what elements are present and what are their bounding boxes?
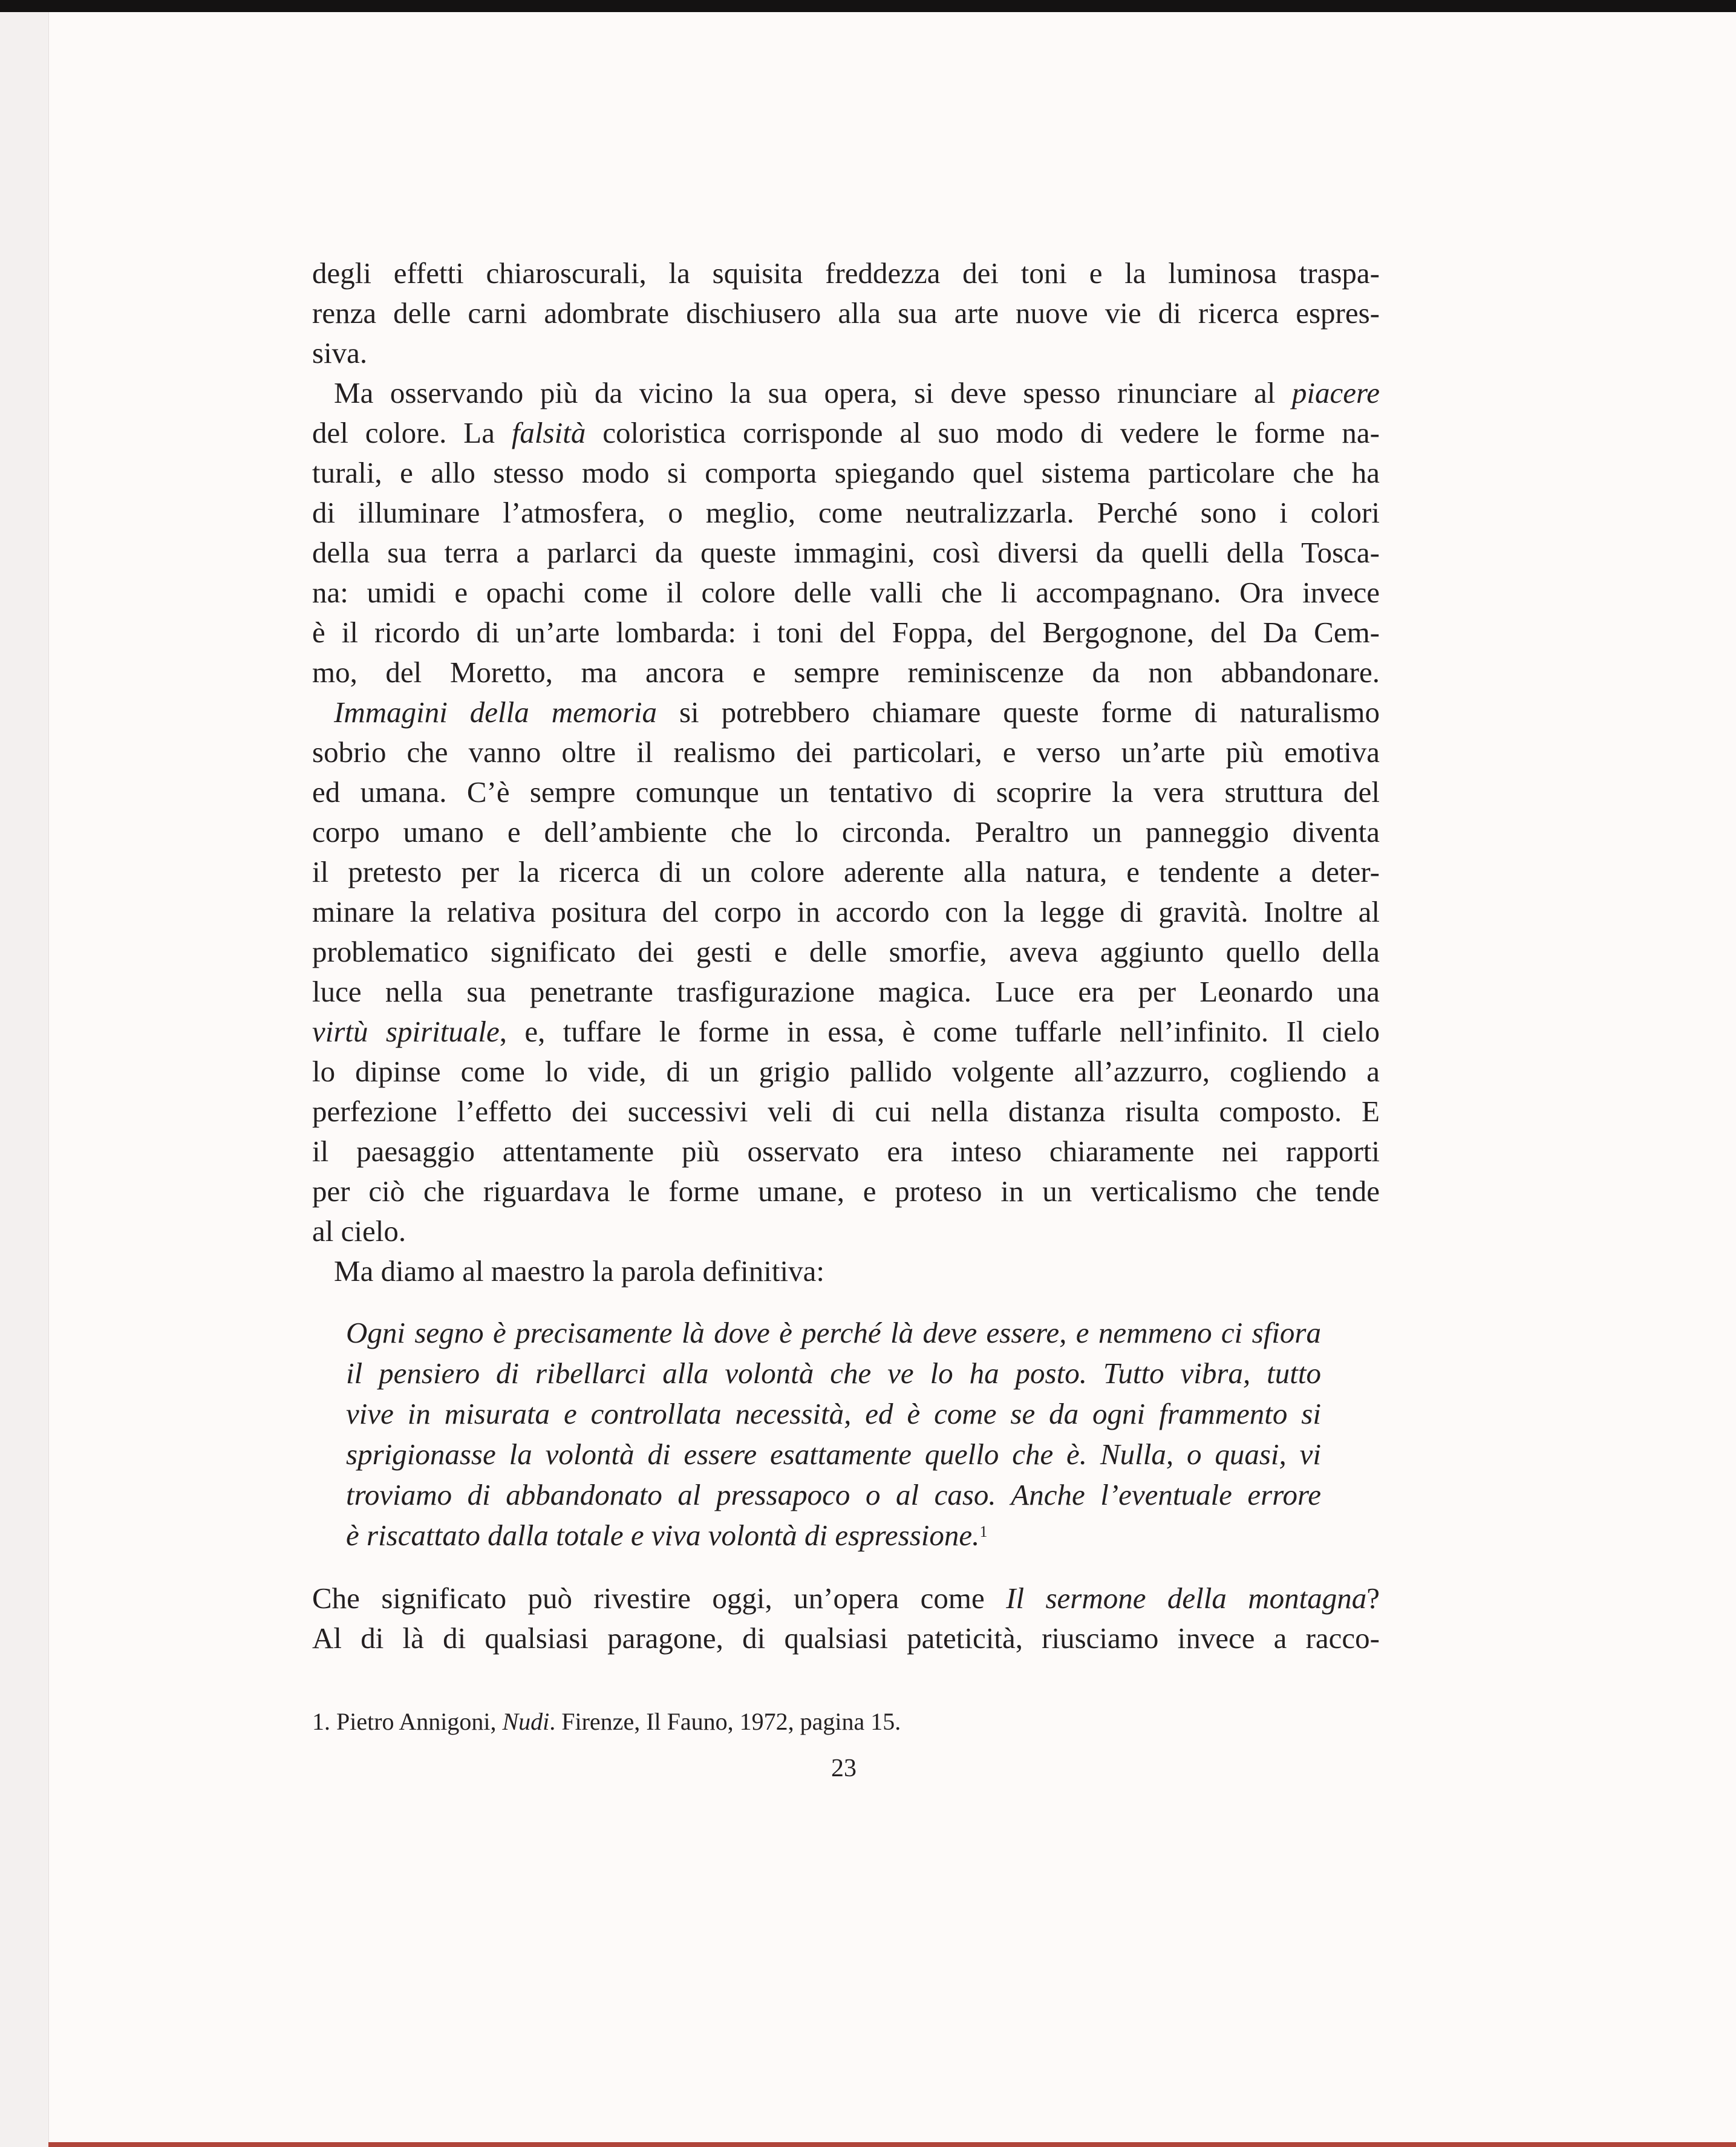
scan-bottom-edge (48, 2142, 1736, 2147)
text-run: ed umana. C’è sempre comunque un tentativo di scoprire la vera struttura del (312, 775, 1380, 809)
text-run: Ma osservando più da vicino la sua opera, si deve spesso rinunciare al (334, 376, 1292, 409)
text-run: è riscattato dalla totale e viva volontà di espressione. (346, 1519, 980, 1552)
text-line (346, 1434, 1321, 1474)
text-run: si potrebbero chiamare queste forme di naturalismo (656, 696, 1380, 729)
text-run: perfezione l’effetto dei successivi veli di cui nella distanza risulta composto. E (312, 1095, 1380, 1128)
text-line (346, 1312, 1321, 1353)
text-line (312, 413, 1380, 453)
italic-text: piacere (1291, 376, 1380, 409)
text-run: Ogni segno è precisamente là dove è perché là deve essere, e nemmeno ci sfiora (346, 1316, 1321, 1349)
text-run: troviamo di abbandonato al pressapoco o al caso. Anche l’eventuale errore (346, 1478, 1321, 1511)
block-quote (346, 1312, 1321, 1556)
text-line (312, 293, 1380, 333)
text-run: di illuminare l’atmosfera, o meglio, come neutralizzarla. Perché sono i colori (312, 496, 1380, 529)
text-line (312, 533, 1380, 573)
text-line (312, 253, 1380, 293)
text-run: problematico significato dei gesti e delle smorfie, aveva aggiunto quello della (312, 935, 1380, 968)
text-line (312, 892, 1380, 932)
text-line (312, 1132, 1380, 1171)
text-line (312, 1211, 1380, 1251)
scan-top-edge (0, 0, 1736, 12)
text-line (312, 772, 1380, 812)
italic-text: Il sermone della montagna (1006, 1582, 1367, 1615)
footnote (312, 1707, 901, 1737)
text-line (312, 1618, 1380, 1658)
text-line (312, 932, 1380, 972)
text-run: vive in misurata e controllata necessità, ed è come se da ogni frammento si (346, 1397, 1321, 1430)
text-run: Ma diamo al maestro la parola definitiva: (334, 1254, 824, 1288)
text-line (312, 373, 1380, 413)
text-run: ? (1366, 1582, 1380, 1615)
text-run: turali, e allo stesso modo si comporta spiegando quel sistema particolare che ha (312, 456, 1380, 489)
text-run: degli effetti chiaroscurali, la squisita freddezza dei toni e la luminosa traspa- (312, 256, 1380, 290)
text-run: sprigionasse la volontà di essere esattamente quello che è. Nulla, o quasi, vi (346, 1438, 1321, 1471)
text-run: Al di là di qualsiasi paragone, di qualsiasi pateticità, riusciamo invece a racco- (312, 1621, 1380, 1655)
text-run: mo, del Moretto, ma ancora e sempre reminiscenze da non abbandonare. (312, 656, 1380, 689)
closing-paragraph (312, 1578, 1380, 1658)
text-run: della sua terra a parlarci da queste immagini, così diversi da quelli della Tosca- (312, 536, 1380, 569)
text-line (312, 972, 1380, 1012)
text-line (312, 1052, 1380, 1092)
italic-text: falsità (511, 416, 586, 449)
text-line (312, 1012, 1380, 1052)
text-line (312, 453, 1380, 493)
text-line (312, 1578, 1380, 1618)
text-run: per ciò che riguardava le forme umane, e proteso in un verticalismo che tende (312, 1174, 1380, 1208)
text-run: lo dipinse come lo vide, di un grigio pallido volgente all’azzurro, cogliendo a (312, 1055, 1380, 1088)
text-line (312, 1171, 1380, 1211)
text-run: il pensiero di ribellarci alla volontà che ve lo ha posto. Tutto vibra, tutto (346, 1357, 1321, 1390)
footnote-details: . Firenze, Il Fauno, 1972, pagina 15. (549, 1708, 901, 1735)
text-line (312, 732, 1380, 772)
text-line (346, 1353, 1321, 1393)
text-line (312, 493, 1380, 533)
footnote-author: Pietro Annigoni, (330, 1708, 503, 1735)
text-run: , e, tuffare le forme in essa, è come tuffarle nell’infinito. Il cielo (499, 1015, 1380, 1048)
italic-text: Immagini della memoria (334, 696, 657, 729)
text-run: siva. (312, 336, 368, 370)
text-run: del colore. La (312, 416, 512, 449)
italic-text: virtù spirituale (312, 1015, 500, 1048)
text-line (312, 1092, 1380, 1132)
text-run: coloristica corrisponde al suo modo di vedere le forme na- (586, 416, 1380, 449)
text-line (346, 1393, 1321, 1434)
text-run: è il ricordo di un’arte lombarda: i toni del Foppa, del Bergognone, del Da Cem- (312, 616, 1380, 649)
text-run: al cielo. (312, 1214, 406, 1248)
text-run: corpo umano e dell’ambiente che lo circonda. Peraltro un panneggio diventa (312, 815, 1380, 849)
text-line (312, 333, 1380, 373)
text-line (312, 852, 1380, 892)
text-run: minare la relativa positura del corpo in accordo con la legge di gravità. Inoltre al (312, 895, 1380, 928)
text-line (312, 812, 1380, 852)
footnote-number: 1. (312, 1708, 330, 1735)
text-line (346, 1515, 1321, 1556)
text-run: na: umidi e opachi come il colore delle valli che li accompagnano. Ora invece (312, 576, 1380, 609)
text-line (312, 692, 1380, 732)
text-run: luce nella sua penetrante trasfigurazione magica. Luce era per Leonardo una (312, 975, 1380, 1008)
footnote-title: Nudi (502, 1708, 550, 1735)
text-run: renza delle carni adombrate dischiusero alla sua arte nuove vie di ricerca espres- (312, 296, 1380, 330)
text-line (346, 1474, 1321, 1515)
text-line (312, 1251, 1380, 1291)
text-line (312, 653, 1380, 692)
page-gutter (0, 12, 49, 2147)
text-run: il pretesto per la ricerca di un colore aderente alla natura, e tendente a deter- (312, 855, 1380, 888)
footnote-reference: 1 (979, 1523, 988, 1540)
text-run: il paesaggio attentamente più osservato era inteso chiaramente nei rapporti (312, 1135, 1380, 1168)
page-number: 23 (831, 1754, 857, 1782)
text-line (312, 613, 1380, 653)
text-run: sobrio che vanno oltre il realismo dei particolari, e verso un’arte più emotiva (312, 735, 1380, 769)
text-run: Che significato può rivestire oggi, un’opera come (312, 1582, 1007, 1615)
body-text (312, 253, 1380, 1291)
text-line (312, 573, 1380, 613)
